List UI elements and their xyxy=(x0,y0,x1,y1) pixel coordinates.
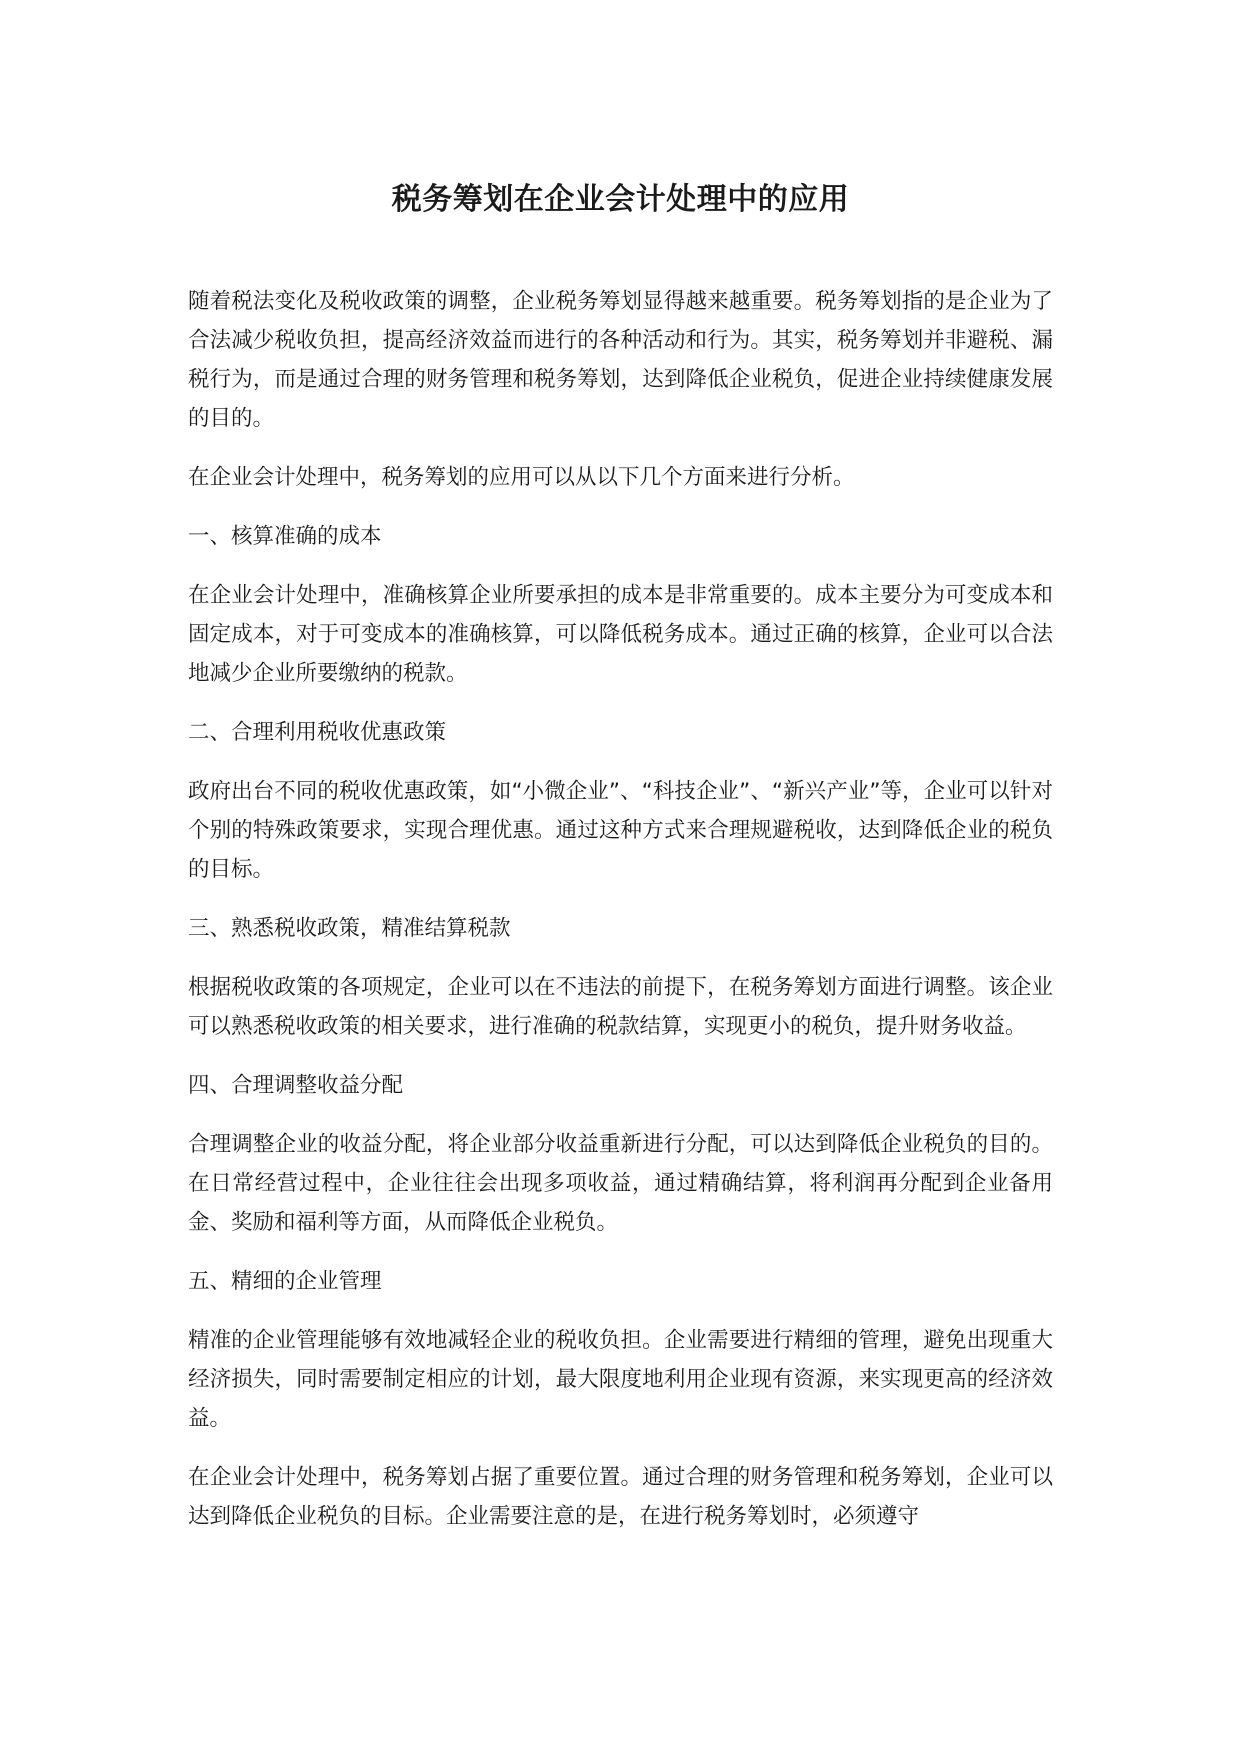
section-heading-3: 三、熟悉税收政策，精准结算税款 xyxy=(188,916,511,941)
section-heading-2: 二、合理利用税收优惠政策 xyxy=(188,720,447,745)
document-title: 税务筹划在企业会计处理中的应用 xyxy=(391,182,850,217)
document-body xyxy=(188,282,1053,1556)
paragraph-section-3: 根据税收政策的各项规定，企业可以在不违法的前提下，在税务筹划方面进行调整。该企业可以熟悉税收政策的相关要求，进行准确的税款结算，实现更小的税负，提升财务收益。 xyxy=(188,975,1053,1039)
paragraph-section-1: 在企业会计处理中，准确核算企业所要承担的成本是非常重要的。成本主要分为可变成本和固定成本，对于可变成本的准确核算，可以降低税务成本。通过正确的核算，企业可以合法地减少企业所要缴纳的税款。 xyxy=(188,583,1053,686)
section-heading-1: 一、核算准确的成本 xyxy=(188,524,382,549)
paragraph-section-2: 政府出台不同的税收优惠政策，如“小微企业”、“科技企业”、“新兴产业”等，企业可以针对个别的特殊政策要求，实现合理优惠。通过这种方式来合理规避税收，达到降低企业的税负的目标。 xyxy=(188,779,1053,882)
paragraph-conclusion: 在企业会计处理中，税务筹划占据了重要位置。通过合理的财务管理和税务筹划，企业可以达到降低企业税负的目标。企业需要注意的是，在进行税务筹划时，必须遵守 xyxy=(188,1465,1053,1529)
paragraph-intro: 随着税法变化及税收政策的调整，企业税务筹划显得越来越重要。税务筹划指的是企业为了合法减少税收负担，提高经济效益而进行的各种活动和行为。其实，税务筹划并非避税、漏税行为，而是通过合理的财务管理和税务筹划，达到降低企业税负，促进企业持续健康发展的目的。 xyxy=(188,289,1053,431)
paragraph-overview: 在企业会计处理中，税务筹划的应用可以从以下几个方面来进行分析。 xyxy=(188,465,855,490)
paragraph-section-4: 合理调整企业的收益分配，将企业部分收益重新进行分配，可以达到降低企业税负的目的。在日常经营过程中，企业往往会出现多项收益，通过精确结算，将利润再分配到企业备用金、奖励和福利等方面，从而降低企业税负。 xyxy=(188,1132,1053,1235)
section-heading-4: 四、合理调整收益分配 xyxy=(188,1073,404,1098)
section-heading-5: 五、精细的企业管理 xyxy=(188,1269,382,1294)
paragraph-section-5: 精准的企业管理能够有效地减轻企业的税收负担。企业需要进行精细的管理，避免出现重大经济损失，同时需要制定相应的计划，最大限度地利用企业现有资源，来实现更高的经济效益。 xyxy=(188,1328,1053,1431)
